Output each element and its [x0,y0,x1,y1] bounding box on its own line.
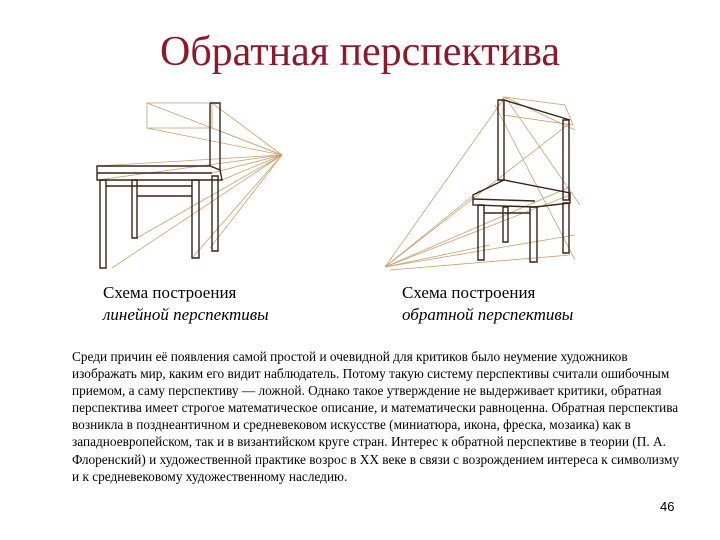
right-caption-line1: Схема построения [402,283,536,302]
linear-perspective-chair-diagram [92,98,292,273]
left-caption-line1: Схема построения [103,283,237,302]
left-caption-line2: линейной перспективы [103,305,269,324]
reverse-perspective-chair-diagram [385,95,585,275]
left-caption [103,282,269,326]
body-paragraph: Среди причин её появления самой простой и очевидной для критиков было неумение художников изображать мир, каким его видит наблюдатель. Потому такую систему перспективы считали ошибочным приемом, а саму перспективу — ложной. Однако такое утверждение не выдерживает критики, обратная перспектива имеет строгое математическое описание, и математически равноценна. Обратная перспектива возникла в позднеантичном и средневековом искусстве (миниатюра, икона, фреска, мозаика) как в западноевропейском, так и в византийском круге стран. Интерес к обратной перспективе в теории (П. А. Флоренский) и художественной практике возрос в XX веке в связи с возрождением интереса к символизму и к средневековому художественному наследию. [72,349,680,484]
slide-title: Обратная перспектива [159,29,561,75]
right-caption-line2: обратной перспективы [402,305,574,324]
page-number: 46 [660,499,675,514]
right-caption [402,282,573,326]
